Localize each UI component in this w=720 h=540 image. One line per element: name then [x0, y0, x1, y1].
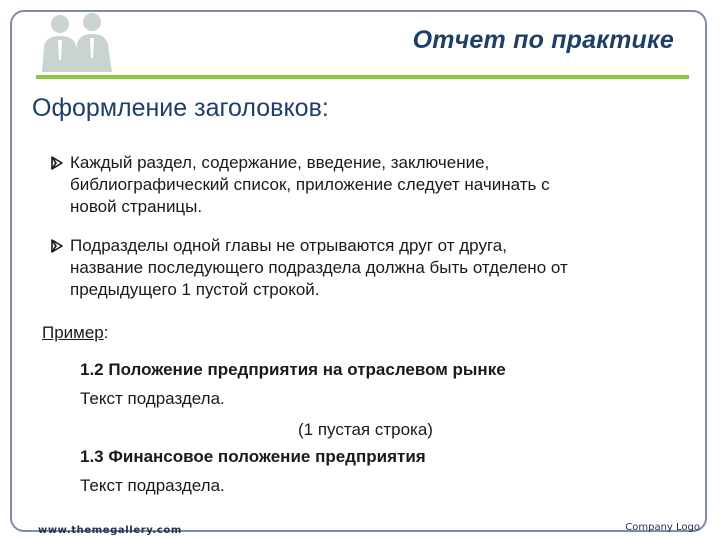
bullet-line: Каждый раздел, содержание, введение, заключение,: [70, 153, 490, 172]
list-item: [50, 235, 650, 301]
header-divider: [36, 75, 689, 79]
bullet-line: Подразделы одной главы не отрываются друг от друга,: [70, 236, 507, 255]
example-label-text: Пример: [42, 323, 104, 342]
section-heading: Оформление заголовков:: [32, 94, 329, 122]
page-title: Отчет по практике: [412, 26, 674, 54]
example-label-colon: :: [103, 323, 109, 342]
example-subsection-title: 1.3 Финансовое положение предприятия: [80, 447, 426, 466]
company-logo: Company Logo: [625, 522, 700, 533]
bullet-line: новой страницы.: [70, 197, 203, 216]
people-silhouette-icon: [30, 10, 125, 72]
example-subsection-text: Текст подраздела.: [80, 476, 225, 495]
footer-url: www.themegallery.com: [38, 525, 182, 536]
bullet-line: предыдущего 1 пустой строкой.: [70, 280, 320, 299]
example-subsection-text: Текст подраздела.: [80, 389, 225, 408]
arrow-bullet-icon: [50, 235, 64, 257]
list-item: [50, 152, 650, 218]
arrow-bullet-icon: [50, 152, 64, 174]
empty-line-note: (1 пустая строка): [298, 420, 433, 439]
bullet-line: название последующего подраздела должна быть отделено от: [70, 258, 568, 277]
bullet-line: библиографический список, приложение следует начинать с: [70, 175, 550, 194]
example-subsection-title: 1.2 Положение предприятия на отраслевом рынке: [80, 360, 506, 379]
example-label: [42, 323, 109, 343]
bullet-list: [50, 152, 650, 318]
